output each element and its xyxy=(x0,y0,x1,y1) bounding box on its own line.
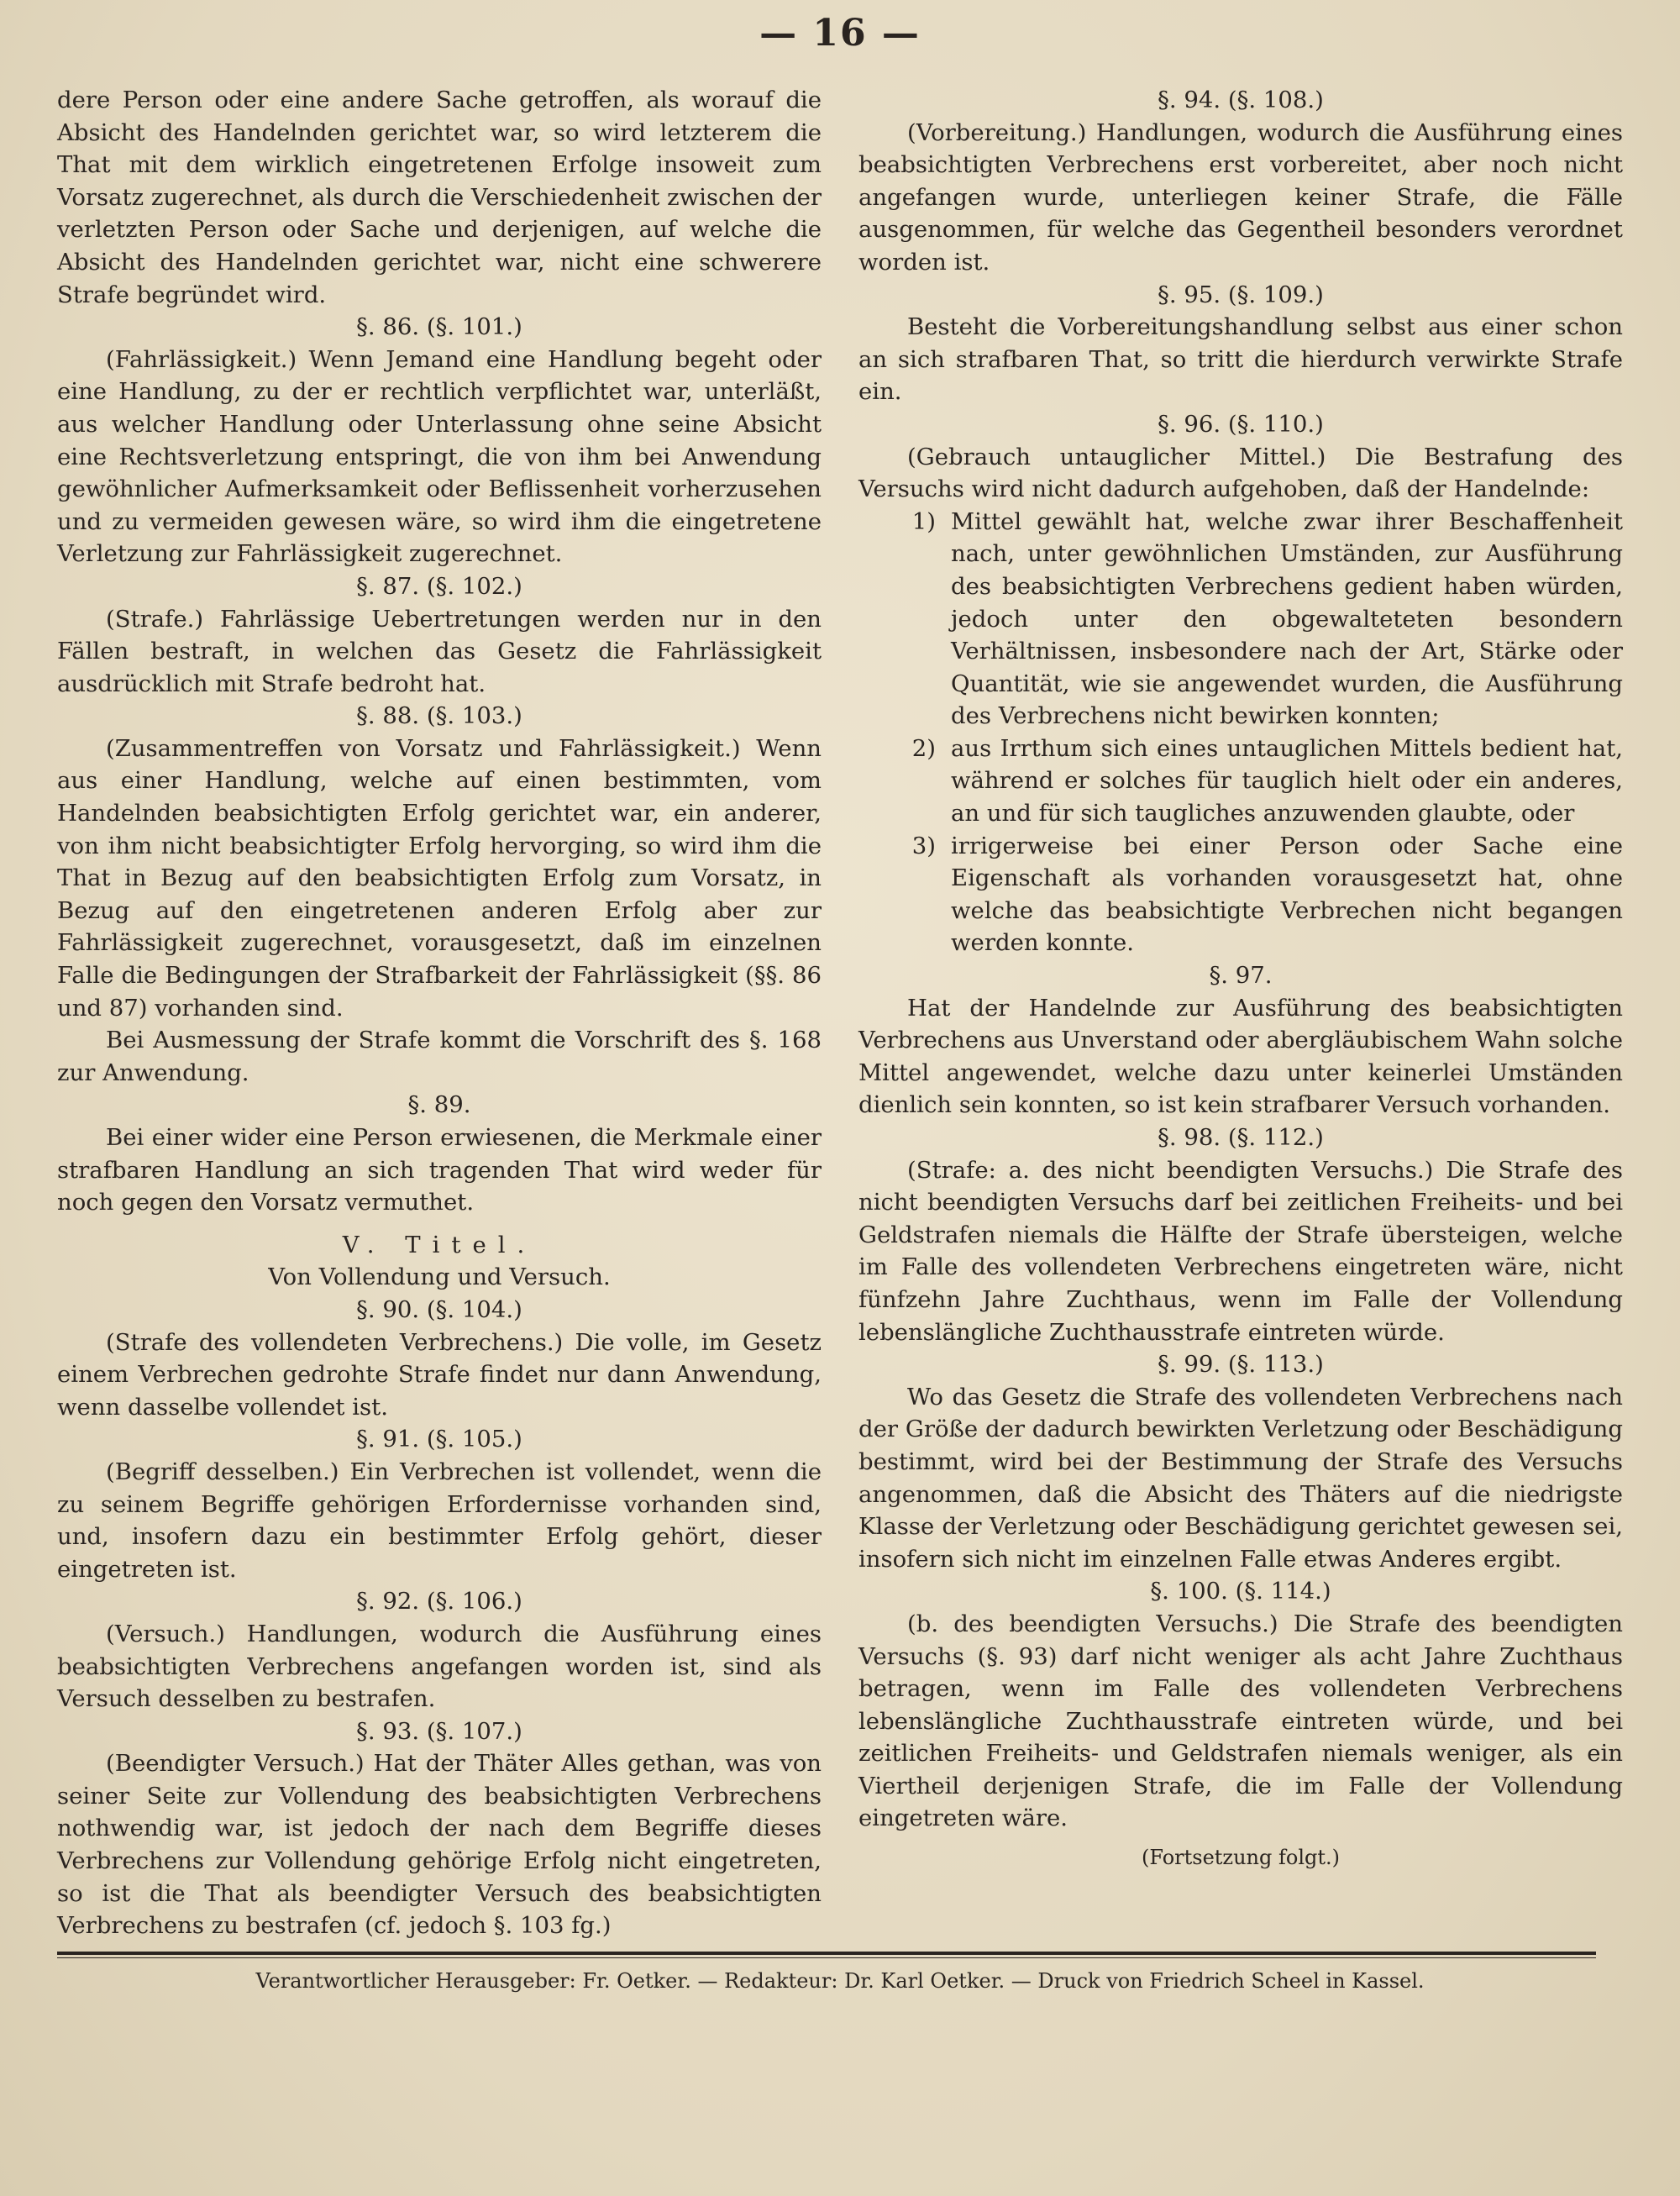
paragraph: dere Person oder eine andere Sache getroffen, als worauf die Absicht des Handelnden gerichtet war, so wird letzterem die That mit dem wirklich eingetretenen Erfolge insoweit zum Vorsatz zugerechnet, als durch die Verschiedenheit zwischen der verletzten Person oder Sache und derjenigen, auf welche die Absicht des Handelnden gerichtet war, nicht eine schwerere Strafe begründet wird. xyxy=(57,87,822,308)
paragraph: (Vorbereitung.) Handlungen, wodurch die Ausführung eines beabsichtigten Verbrechens erst vorbereitet, aber noch nicht angefangen wurde, unterliegen keiner Strafe, die Fälle ausgenommen, für welche das Gegentheil besonders verordnet worden ist. xyxy=(858,118,1623,276)
section-heading: §. 95. (§. 109.) xyxy=(1158,281,1324,308)
section-heading: §. 87. (§. 102.) xyxy=(356,572,522,600)
continuation-note: (Fortsetzung folgt.) xyxy=(1142,1846,1340,1870)
paragraph: (Versuch.) Handlungen, wodurch die Ausführung eines beabsichtigten Verbrechens angefangen worden ist, sind als Versuch desselben zu bestrafen. xyxy=(57,1620,822,1713)
item-number: 3) xyxy=(911,832,936,859)
section-heading: §. 98. (§. 112.) xyxy=(1158,1124,1324,1151)
paragraph: (Strafe des vollendeten Verbrechens.) Die volle, im Gesetz einem Verbrechen gedrohte Strafe findet nur dann Anwendung, wenn dasselbe vollendet ist. xyxy=(57,1328,822,1421)
title-heading: V. Titel. xyxy=(342,1231,537,1258)
paragraph: (Strafe.) Fahrlässige Uebertretungen werden nur in den Fällen bestraft, in welchen das Gesetz die Fahrlässigkeit ausdrücklich mit Strafe bedroht hat. xyxy=(57,605,822,697)
footer-imprint: Verantwortlicher Herausgeber: Fr. Oetker. — Redakteur: Dr. Karl Oetker. — Druck von Friedrich Scheel in Kassel. xyxy=(255,1969,1425,1993)
enumerated-item xyxy=(858,830,1623,959)
section-heading: §. 88. (§. 103.) xyxy=(356,702,522,730)
section-heading: §. 99. (§. 113.) xyxy=(1158,1351,1324,1379)
section-heading: §. 86. (§. 101.) xyxy=(356,313,522,341)
section-heading: §. 97. xyxy=(1209,962,1273,990)
paragraph: Bei einer wider eine Person erwiesenen, die Merkmale einer strafbaren Handlung an sich tragenden That wird weder für noch gegen den Vorsatz vermuthet. xyxy=(57,1124,822,1216)
item-number: 2) xyxy=(911,734,936,762)
paragraph: (Fahrlässigkeit.) Wenn Jemand eine Handlung begeht oder eine Handlung, zu der er rechtlich verpflichtet war, unterläßt, aus welcher Handlung oder Unterlassung ohne seine Absicht eine Rechtsverletzung entspringt, die von ihm bei Anwendung gewöhnlicher Aufmerksamkeit oder Beflissenheit vorherzusehen und zu vermeiden gewesen wäre, so wird ihm die eingetretene Verletzung zur Fahrlässigkeit zugerechnet. xyxy=(57,345,822,568)
section-heading: §. 89. xyxy=(407,1091,471,1119)
paragraph: (Gebrauch untauglicher Mittel.) Die Bestrafung des Versuchs wird nicht dadurch aufgehoben, daß der Handelnde: xyxy=(858,443,1623,503)
footer-rule-thin xyxy=(57,1957,1596,1958)
item-text: Mittel gewählt hat, welche zwar ihrer Beschaffenheit nach, unter gewöhnlichen Umständen, zur Ausführung des beabsichtigten Verbrechens gedient haben würden, jedoch unter den obgewalteteten besondern Verhältnissen, insbesondere nach der Art, Stärke oder Quantität, wie sie angewendet wurden, die Ausführung des Verbrechens nicht bewirken konnten; xyxy=(951,507,1623,730)
paragraph: (Zusammentreffen von Vorsatz und Fahrlässigkeit.) Wenn aus einer Handlung, welche auf einen bestimmten, vom Handelnden beabsichtigten Erfolg gerichtet war, ein anderer, von ihm nicht beabsichtigter Erfolg hervorging, so wird ihm die That in Bezug auf den beabsichtigten Erfolg zum Vorsatz, in Bezug auf den eingetretenen anderen Erfolg aber zur Fahrlässigkeit zugerechnet, vorausgesetzt, daß im einzelnen Falle die Bedingungen der Strafbarkeit der Fahrlässigkeit (§§. 86 und 87) vorhanden sind. xyxy=(57,734,822,1022)
paragraph: (b. des beendigten Versuchs.) Die Strafe des beendigten Versuchs (§. 93) darf nicht weniger als acht Jahre Zuchthaus betragen, wenn im Falle des vollendeten Verbrechens lebenslängliche Zuchthausstrafe eintreten würde, und bei zeitlichen Freiheits- und Geldstrafen niemals weniger, als ein Viertheil derjenigen Strafe, die im Falle der Vollendung eingetreten wäre. xyxy=(858,1610,1623,1832)
paragraph: Bei Ausmessung der Strafe kommt die Vorschrift des §. 168 zur Anwendung. xyxy=(57,1027,822,1086)
section-heading: §. 92. (§. 106.) xyxy=(356,1588,522,1615)
item-text: aus Irrthum sich eines untauglichen Mittels bedient hat, während er solches für tauglich hielt oder ein anderes, an und für sich taugliches anzuwenden glaubte, oder xyxy=(951,734,1623,827)
section-heading: §. 90. (§. 104.) xyxy=(356,1295,522,1323)
paragraph: Hat der Handelnde zur Ausführung des beabsichtigten Verbrechens aus Unverstand oder abergläubischem Wahn solche Mittel angewendet, welche dazu unter keinerlei Umständen dienlich sein konnten, so ist kein strafbarer Versuch vorhanden. xyxy=(858,994,1623,1119)
item-number: 1) xyxy=(911,507,936,535)
enumerated-item xyxy=(858,506,1623,733)
paragraph: (Strafe: a. des nicht beendigten Versuchs.) Die Strafe des nicht beendigten Versuchs darf bei zeitlichen Freiheits- und bei Geldstrafen niemals die Hälfte der Strafe übersteigen, welche im Falle des vollendeten Verbrechens eingetreten wäre, nicht fünfzehn Jahre Zuchthaus, wenn im Falle der Vollendung lebenslängliche Zuchthausstrafe eintreten würde. xyxy=(858,1156,1623,1346)
title-subheading: Von Vollendung und Versuch. xyxy=(268,1263,611,1291)
section-heading: §. 96. (§. 110.) xyxy=(1158,410,1324,438)
paragraph: Wo das Gesetz die Strafe des vollendeten Verbrechens nach der Größe der dadurch bewirkten Verletzung oder Beschädigung bestimmt, wird bei der Bestimmung der Strafe des Versuchs angenommen, daß die Absicht des Thäters auf die niedrigste Klasse der Verletzung oder Beschädigung gerichtet gewesen sei, insofern sich nicht im einzelnen Falle etwas Anderes ergibt. xyxy=(858,1383,1623,1573)
paragraph: (Beendigter Versuch.) Hat der Thäter Alles gethan, was von seiner Seite zur Vollendung des beabsichtigten Verbrechens nothwendig war, ist jedoch der nach dem Begriffe dieses Verbrechens zur Vollendung gehörige Erfolg nicht eingetreten, so ist die That als beendigter Versuch des beabsichtigten Verbrechens zu bestrafen (cf. jedoch §. 103 fg.) xyxy=(57,1750,822,1940)
item-text: irrigerweise bei einer Person oder Sache eine Eigenschaft als vorhanden vorausgesetzt hat, ohne welche das beabsichtigte Verbrechen nicht begangen werden konnte. xyxy=(951,832,1623,957)
left-column xyxy=(57,84,822,1942)
right-column xyxy=(858,84,1623,1874)
section-heading: §. 100. (§. 114.) xyxy=(1150,1578,1331,1605)
page-number: — 16 — xyxy=(759,12,921,55)
enumerated-item xyxy=(858,733,1623,830)
section-heading: §. 94. (§. 108.) xyxy=(1158,87,1324,113)
section-heading: §. 93. (§. 107.) xyxy=(356,1717,522,1745)
paragraph: (Begriff desselben.) Ein Verbrechen ist vollendet, wenn die zu seinem Begriffe gehörigen Erfordernisse vorhanden sind, und, insofern dazu ein bestimmter Erfolg gehört, dieser eingetreten ist. xyxy=(57,1458,822,1583)
section-heading: §. 91. (§. 105.) xyxy=(356,1426,522,1453)
paragraph: Besteht die Vorbereitungshandlung selbst aus einer schon an sich strafbaren That, so tritt die hierdurch verwirkte Strafe ein. xyxy=(858,313,1623,406)
footer-rule xyxy=(57,1952,1596,1955)
